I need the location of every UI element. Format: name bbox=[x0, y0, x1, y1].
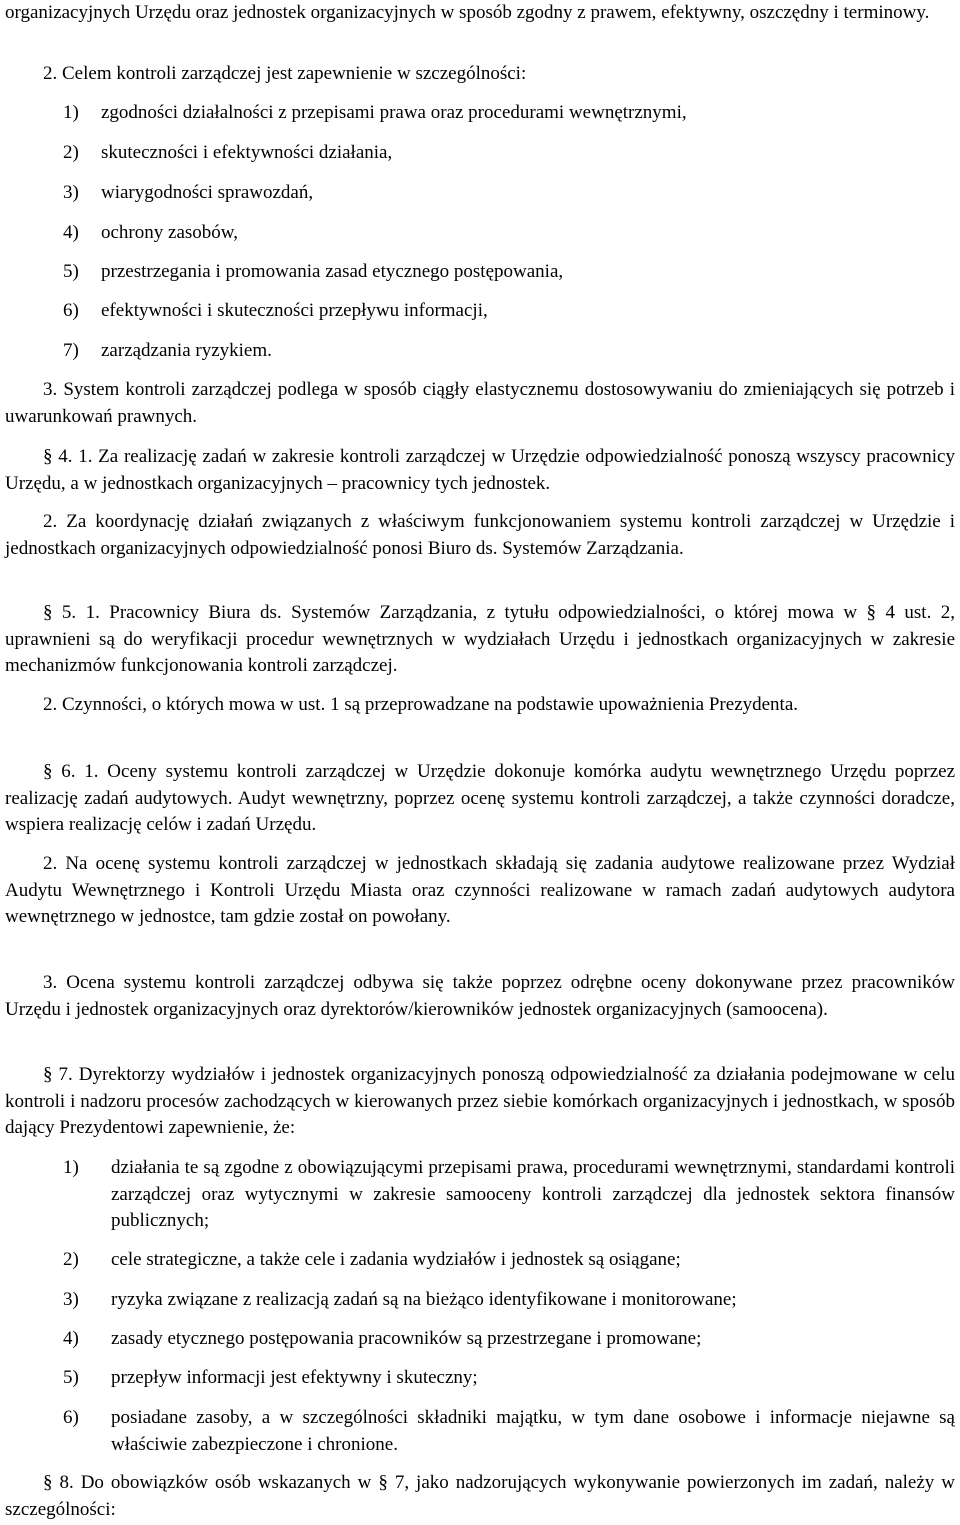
section-6-3: 3. Ocena systemu kontroli zarządczej odbywa się także poprzez odrębne oceny dokonywane przez pracowników Urzędu i jednostek organizacyjnych oraz dyrektorów/kierowników jednostek organizacyjnych (samoocena). bbox=[5, 972, 955, 1020]
section-5-2: 2. Czynności, o których mowa w ust. 1 są przeprowadzane na podstawie upoważnienia Prezydenta. bbox=[43, 694, 799, 715]
list-item: 7) zarządzania ryzykiem. bbox=[63, 340, 272, 361]
section-6-2: 2. Na ocenę systemu kontroli zarządczej w jednostkach składają się zadania audytowe realizowane przez Wydział Audytu Wewnętrznego i Kontroli Urzędu Miasta oraz czynności realizowane w ramach zadań audytowych audytora wewnętrznego w jednostce, tam gdzie został on powołany. bbox=[5, 853, 955, 927]
section-6-1: § 6. 1. Oceny systemu kontroli zarządczej w Urzędzie dokonuje komórka audytu wewnętrznego Urzędu poprzez realizację zadań audytowych. Audyt wewnętrzny, poprzez ocenę systemu kontroli zarządczej, a także czynności doradcze, wspiera realizację celów i zadań Urzędu. bbox=[5, 761, 955, 835]
list-item: 2) skuteczności i efektywności działania, bbox=[63, 142, 393, 163]
paragraph-2-intro: 2. Celem kontroli zarządczej jest zapewnienie w szczególności: bbox=[43, 63, 527, 84]
section-5-1: § 5. 1. Pracownicy Biura ds. Systemów Zarządzania, z tytułu odpowiedzialności, o której mowa w § 4 ust. 2, uprawnieni są do weryfikacji procedur wewnętrznych w wydziałach Urzędu i jednostkach organizacyjnych w zakresie mechanizmów funkcjonowania kontroli zarządczej. bbox=[5, 602, 955, 676]
list-item: 5) przepływ informacji jest efektywny i skuteczny; bbox=[63, 1367, 478, 1388]
list-item: 1) działania te są zgodne z obowiązującymi przepisami prawa, procedurami wewnętrznymi, standardami kontroli zarządczej oraz wytycznymi w zakresie samooceny kontroli zarządczej dla jednostek sektora finansów publicznych; bbox=[63, 1157, 955, 1231]
list-item: 6) efektywności i skuteczności przepływu informacji, bbox=[63, 300, 488, 321]
list-item: 1) zgodności działalności z przepisami prawa oraz procedurami wewnętrznymi, bbox=[63, 102, 687, 123]
list-item: 3) wiarygodności sprawozdań, bbox=[63, 182, 314, 203]
paragraph-3: 3. System kontroli zarządczej podlega w sposób ciągły elastycznemu dostosowywaniu do zmieniających się potrzeb i uwarunkowań prawnych. bbox=[5, 379, 955, 427]
list-item: 6) posiadane zasoby, a w szczególności składniki majątku, w tym dane osobowe i informacje niejawne są właściwie zabezpieczone i chronione. bbox=[63, 1407, 955, 1455]
section-7: § 7. Dyrektorzy wydziałów i jednostek organizacyjnych ponoszą odpowiedzialność za działania podejmowane w celu kontroli i nadzoru procesów zachodzących w kierowanych przez siebie komórkach organizacyjnych i jednostkach, w sposób dający Prezydentowi zapewnienie, że: bbox=[5, 1064, 955, 1138]
list-item: 2) cele strategiczne, a także cele i zadania wydziałów i jednostek są osiągane; bbox=[63, 1249, 681, 1270]
paragraph-continuation: organizacyjnych Urzędu oraz jednostek organizacyjnych w sposób zgodny z prawem, efektywny, oszczędny i terminowy. bbox=[5, 2, 930, 23]
section-4-2: 2. Za koordynację działań związanych z właściwym funkcjonowaniem systemu kontroli zarządczej w Urzędzie i jednostkach organizacyjnych odpowiedzialność ponosi Biuro ds. Systemów Zarządzania. bbox=[5, 511, 955, 559]
section-4-1: § 4. 1. Za realizację zadań w zakresie kontroli zarządczej w Urzędzie odpowiedzialność ponoszą wszyscy pracownicy Urzędu, a w jednostkach organizacyjnych – pracownicy tych jednostek. bbox=[5, 446, 955, 494]
list-item: 4) ochrony zasobów, bbox=[63, 222, 239, 243]
list-item: 4) zasady etycznego postępowania pracowników są przestrzegane i promowane; bbox=[63, 1328, 702, 1349]
section-8: § 8. Do obowiązków osób wskazanych w § 7, jako nadzorujących wykonywanie powierzonych im zadań, należy w szczególności: bbox=[5, 1472, 955, 1520]
list-item: 5) przestrzegania i promowania zasad etycznego postępowania, bbox=[63, 261, 564, 282]
list-item: 3) ryzyka związane z realizacją zadań są na bieżąco identyfikowane i monitorowane; bbox=[63, 1289, 737, 1310]
